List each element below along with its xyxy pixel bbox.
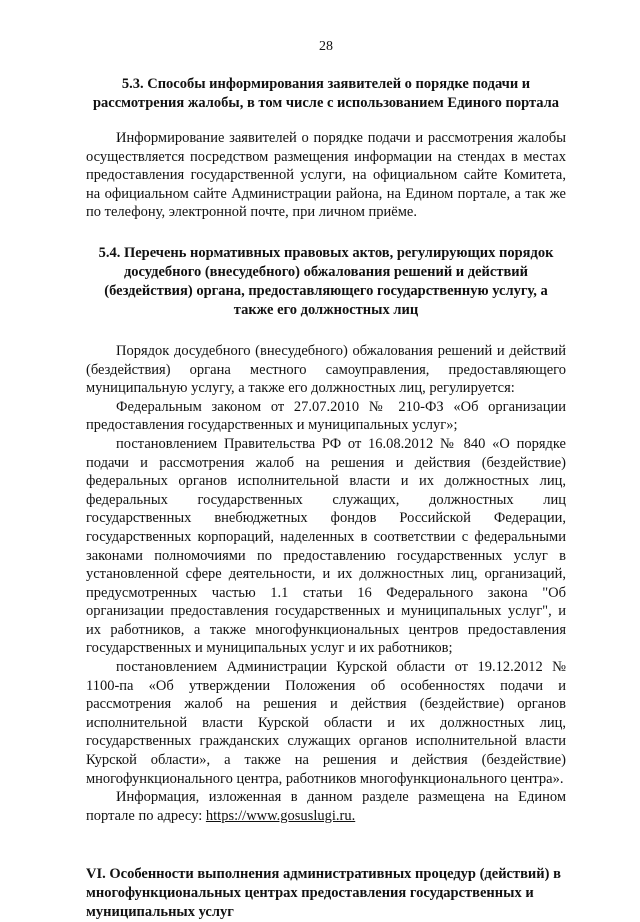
- section-5-3-paragraph: Информирование заявителей о порядке подачи и рассмотрения жалобы осуществляется посредством размещения информации на стендах в местах предоставления государственной услуги, на официальном сайте Комитета, на официальном сайте Администрации района, на Едином портале, а так же по телефону, электронной почте, при личном приёме.: [86, 130, 566, 221]
- gosuslugi-link[interactable]: https://www.gosuslugi.ru.: [205, 807, 356, 824]
- section-5-4-heading: 5.4. Перечень нормативных правовых актов, регулирующих порядок досудебного (внесудебного) обжалования решений и действий (бездействия) органа, предоставляющего государственную услугу, а также его должностных лиц: [98, 244, 554, 318]
- page-number: 28: [319, 39, 333, 54]
- portal-info-paragraph: [86, 788, 566, 825]
- section-5-3-heading: 5.3. Способы информирования заявителей о порядке подачи и рассмотрения жалобы, в том числе с использованием Единого портала: [92, 76, 560, 111]
- portal-info-text: Информация, изложенная в данном разделе размещена на Едином портале по адресу:: [86, 789, 566, 824]
- section-5-4-intro: Порядок досудебного (внесудебного) обжалования решений и действий (бездействия) органа местного самоуправления, предоставляющего муниципальную услугу, а также его должностных лиц, регулируется:: [86, 342, 566, 397]
- legal-act-kursk-decree: постановлением Администрации Курской области от 19.12.2012 № 1100-па «Об утверждении Положения об особенностях подачи и рассмотрения жалоб на решения и действия (бездействие) органов исполнительной власти Курской области и их должностных лиц, государственных гражданских служащих органов исполнительной власти Курской области», а также на решения и действия (бездействие) многофункционального центра, работников многофункционального центра».: [86, 659, 566, 787]
- legal-act-federal-law: Федеральным законом от 27.07.2010 № 210-ФЗ «Об организации предоставления государственных и муниципальных услуг»;: [86, 398, 566, 434]
- legal-act-government-decree: постановлением Правительства РФ от 16.08.2012 № 840 «О порядке подачи и рассмотрения жалоб на решения и действия (бездействие) федеральных органов исполнительной власти и их должностных лиц, федеральных государственных служащих, должностных лиц государственных внебюджетных фондов Российской Федерации, государственных корпораций, наделенных в соответствии с федеральными законами полномочиями по предоставлению государственных услуг в установленной сфере деятельности, и их должностных лиц, организаций, предусмотренных частью 1.1 статьи 16 Федерального закона "Об организации предоставления государственных и муниципальных услуг", и их работников, а также многофункциональных центров предоставления государственных и муниципальных услуг и их работников;: [86, 435, 566, 657]
- section-6-heading: VI. Особенности выполнения административных процедур (действий) в многофункциональных центрах предоставления государственных и муниципальных услуг: [86, 866, 561, 921]
